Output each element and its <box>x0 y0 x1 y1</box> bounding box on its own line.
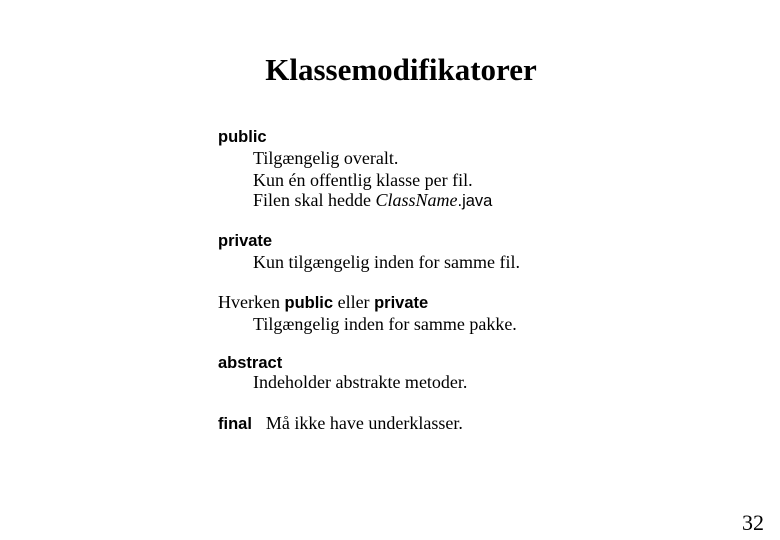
slide-title: Klassemodifikatorer <box>265 52 537 87</box>
abstract-keyword: abstract <box>218 354 283 372</box>
final-row <box>218 412 463 435</box>
final-desc: Må ikke have underklasser. <box>265 413 463 433</box>
private-keyword-inline: private <box>374 294 429 312</box>
package-heading-prefix: Hverken <box>218 292 285 312</box>
java-extension: .java <box>457 192 493 210</box>
package-heading-middle: eller <box>333 292 375 312</box>
public-desc-3-prefix: Filen skal hedde <box>253 190 376 210</box>
public-heading <box>218 125 267 148</box>
public-desc-1: Tilgængelig overalt. <box>253 148 399 168</box>
private-desc-1: Kun tilgængelig inden for samme fil. <box>253 252 520 272</box>
public-desc-3 <box>253 189 492 212</box>
abstract-desc-1: Indeholder abstrakte metoder. <box>253 372 468 392</box>
private-heading <box>218 229 272 252</box>
classname-text: ClassName <box>375 190 458 210</box>
final-keyword: final <box>218 415 252 433</box>
private-keyword: private <box>218 232 273 250</box>
public-keyword: public <box>218 128 267 146</box>
page-number: 32 <box>742 510 764 535</box>
package-desc-1: Tilgængelig inden for samme pakke. <box>253 314 517 334</box>
package-heading <box>218 291 428 314</box>
public-desc-2: Kun én offentlig klasse per fil. <box>253 170 473 190</box>
public-keyword-inline: public <box>284 294 334 312</box>
